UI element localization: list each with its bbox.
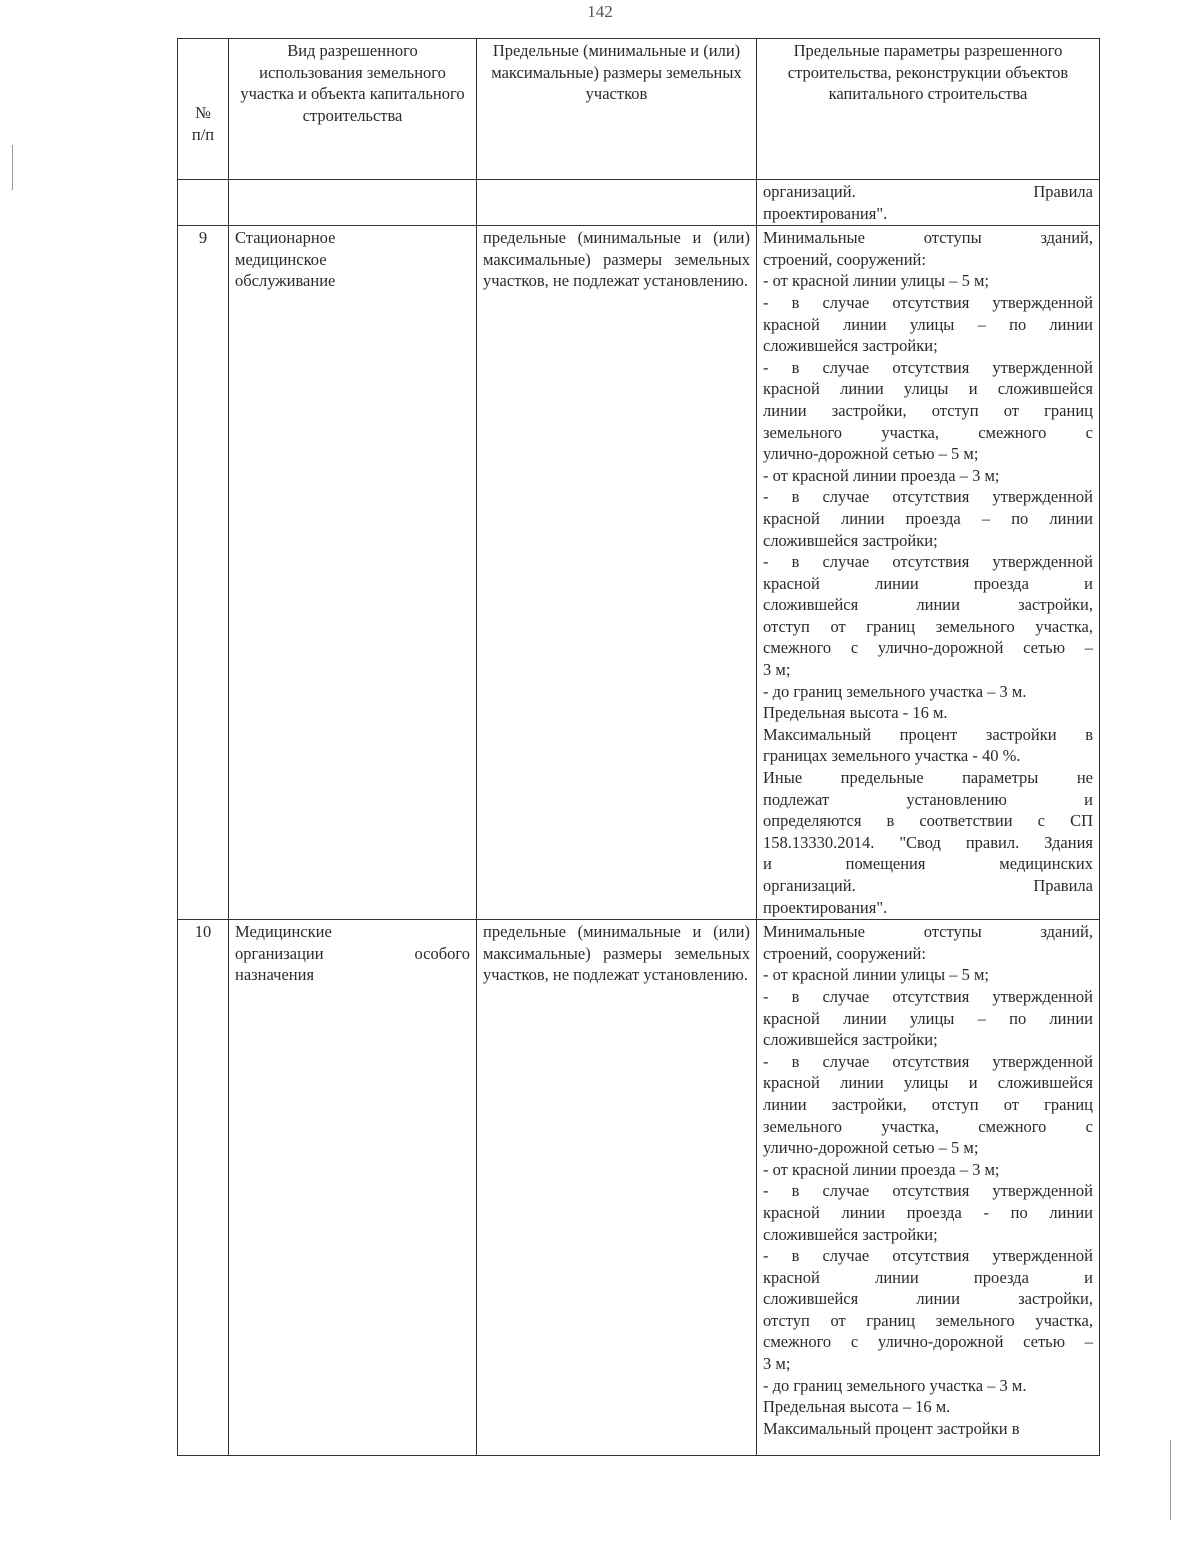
cell-line: - в случае отсутствия утвержденной [763,552,1093,572]
cell-line: - в случае отсутствия утвержденной [763,487,1093,507]
cell-line: отступ от границ земельного участка, [763,1310,1093,1330]
cell-line: смежного с улично-дорожной сетью – [763,1332,1093,1352]
cell-line: - в случае отсутствия утвержденной [763,1181,1093,1201]
cell-line: и помещения медицинских [763,854,1093,874]
cell-line: улично-дорожной сетью – 5 м; [763,444,979,464]
cell-line: красной линии улицы – по линии [763,1008,1093,1028]
cell-line: строений, сооружений: [763,943,926,963]
header-construction-parameters: Предельные параметры разрешенного строительства, реконструкции объектов капитального строительства [757,39,1100,180]
cell-line: красной линии проезда и [763,1267,1093,1287]
cell-line: сложившейся линии застройки, [763,595,1093,615]
cell-line: Стационарное [235,228,336,248]
cell-line: красной линии проезда и [763,573,1093,593]
cell-line: Максимальный процент застройки в [763,724,1093,744]
cell-params [757,180,1100,226]
header-number-line: № [195,102,211,122]
cell-line: проектирования". [763,897,888,917]
cell-line: сложившейся застройки; [763,1224,938,1244]
cell-line: Предельная высота – 16 м. [763,1397,951,1417]
cell-line: 3 м; [763,1354,791,1374]
cell-line: Медицинские [235,922,332,942]
cell-line: отступ от границ земельного участка, [763,616,1093,636]
cell-params [757,226,1100,920]
cell-line: красной линии улицы и сложившейся [763,1073,1093,1093]
cell-line: - в случае отсутствия утвержденной [763,1246,1093,1266]
header-number-line: п/п [191,124,215,144]
cell-params [757,920,1100,1456]
cell-line: - от красной линии улицы – 5 м; [763,271,990,291]
cell-line: сложившейся линии застройки, [763,1289,1093,1309]
cell-line: земельного участка, смежного с [763,422,1093,442]
cell-use [229,180,477,226]
cell-line: определяются в соответствии с СП [763,811,1093,831]
cell-line: - в случае отсутствия утвержденной [763,986,1093,1006]
cell-line: красной линии проезда – по линии [763,508,1093,528]
cell-use [229,226,477,920]
cell-line: 158.13330.2014. "Свод правил. Здания [763,832,1093,852]
cell-line: линии застройки, отступ от границ [763,1094,1093,1114]
cell-line: Предельная высота - 16 м. [763,703,948,723]
cell-size: предельные (минимальные и (или) максимальные) размеры земельных участков, не подлежат установлению. [477,226,757,920]
cell-line: назначения [235,965,315,985]
cell-line: сложившейся застройки; [763,336,938,356]
cell-line: медицинское [235,249,327,269]
cell-line: 3 м; [763,660,791,680]
cell-line: обслуживание [235,271,336,291]
cell-line: Иные предельные параметры не [763,768,1093,788]
scan-edge-mark-right [1170,1440,1171,1520]
header-number [178,39,229,180]
cell-line: - от красной линии улицы – 5 м; [763,965,990,985]
table-row-continued [178,180,1100,226]
header-permitted-use: Вид разрешенного использования земельного участка и объекта капитального строительства [229,39,477,180]
cell-line: улично-дорожной сетью – 5 м; [763,1138,979,1158]
land-use-parameters-table [177,38,1100,1456]
cell-size [477,180,757,226]
cell-use [229,920,477,1456]
cell-number: 10 [178,920,229,1456]
cell-line: - в случае отсутствия утвержденной [763,1051,1093,1071]
cell-line: строений, сооружений: [763,249,926,269]
cell-line: - в случае отсутствия утвержденной [763,357,1093,377]
cell-size: предельные (минимальные и (или) максимальные) размеры земельных участков, не подлежат установлению. [477,920,757,1456]
cell-line: сложившейся застройки; [763,1030,938,1050]
cell-line: Минимальные отступы зданий, [763,922,1093,942]
cell-line: сложившейся застройки; [763,530,938,550]
header-plot-sizes: Предельные (минимальные и (или) максимальные) размеры земельных участков [477,39,757,180]
table-row-9 [178,226,1100,920]
cell-line: - от красной линии проезда – 3 м; [763,1159,1000,1179]
cell-number [178,180,229,226]
cell-line: Максимальный процент застройки в [763,1418,1020,1438]
cell-line: организаций. Правила [763,182,1093,201]
table-header-row [178,39,1100,180]
page-number: 142 [587,2,613,21]
cell-line: проектирования". [763,203,888,223]
cell-line: земельного участка, смежного с [763,1116,1093,1136]
cell-line: организаций. Правила [763,876,1093,895]
cell-line: организации особого [235,943,470,963]
cell-line: линии застройки, отступ от границ [763,400,1093,420]
cell-line: красной линии проезда - по линии [763,1202,1093,1222]
scan-edge-mark-left [12,145,13,190]
cell-line: красной линии улицы и сложившейся [763,379,1093,399]
cell-line: границах земельного участка - 40 %. [763,746,1021,766]
cell-line: подлежат установлению и [763,789,1093,809]
cell-line: смежного с улично-дорожной сетью – [763,638,1093,658]
table-row-10 [178,920,1100,1456]
cell-number: 9 [178,226,229,920]
cell-line: - до границ земельного участка – 3 м. [763,1375,1027,1395]
cell-line: - от красной линии проезда – 3 м; [763,465,1000,485]
cell-line: - до границ земельного участка – 3 м. [763,681,1027,701]
cell-line: - в случае отсутствия утвержденной [763,292,1093,312]
cell-line: красной линии улицы – по линии [763,314,1093,334]
cell-line: Минимальные отступы зданий, [763,228,1093,248]
